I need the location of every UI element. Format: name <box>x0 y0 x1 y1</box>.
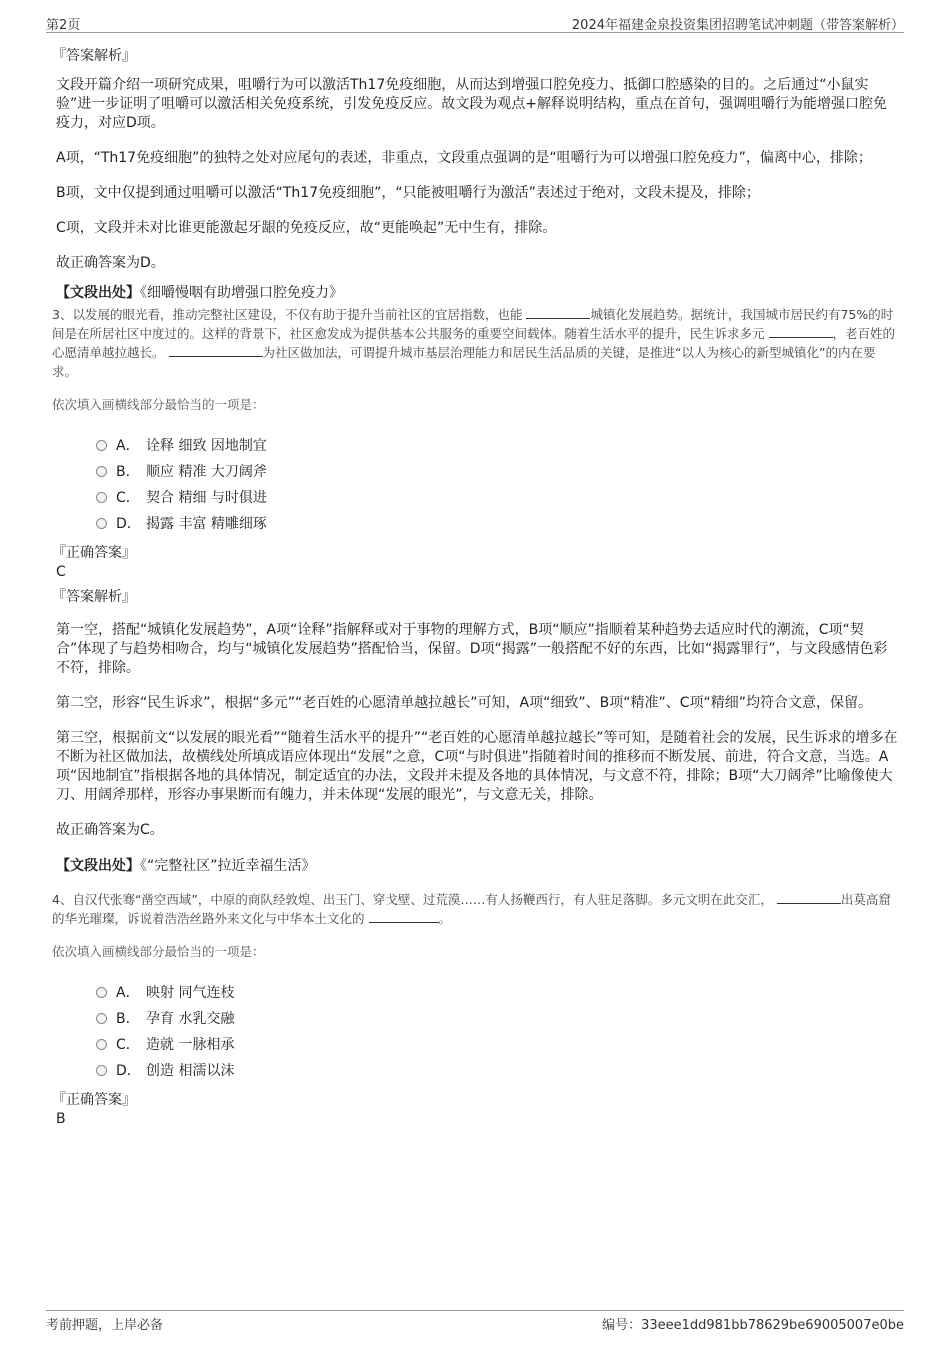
q4-prompt: 依次填入画横线部分最恰当的一项是： <box>52 944 265 959</box>
option-letter: B． <box>116 464 140 480</box>
option-letter: D． <box>116 1063 141 1079</box>
q3-stem-part-4: 为社区做加法，可谓提升城市基层治理能力和居民生活品质的关键，是推进“以人为核心的新型城镇化”的内在要求。 <box>52 345 876 379</box>
radio-button[interactable] <box>96 492 107 503</box>
option-letter: C． <box>116 1037 140 1053</box>
option-text: 顺应 精准 大刀阔斧 <box>146 464 267 480</box>
q4-stem <box>52 890 898 928</box>
radio-button[interactable] <box>96 466 107 477</box>
q3-stem <box>52 305 898 381</box>
q3-option-d[interactable] <box>96 511 898 537</box>
option-text: 孕育 水乳交融 <box>146 1011 235 1027</box>
q3-blank-3 <box>169 344 263 357</box>
page-footer <box>46 1310 904 1334</box>
q3-analysis-para-1: 第一空，搭配“城镇化发展趋势”，A项“诠释”指解释或对于事物的理解方式，B项“顺应”指顺着某种趋势去适应时代的潮流，C项“契合”体现了与趋势相吻合，均与“城镇化发展趋势”搭配恰当，保留。D项“揭露”一般搭配不好的东西，比如“揭露罪行”，与文段感情色彩不符，排除。 <box>56 622 888 676</box>
q3-source <box>56 856 898 876</box>
q4-option-a[interactable] <box>96 980 898 1006</box>
q3-blank-2 <box>769 325 833 338</box>
q4-answer: B <box>56 1111 66 1127</box>
radio-button[interactable] <box>96 518 107 529</box>
q3-answer: C <box>56 564 66 580</box>
q2-source-label: 【文段出处】 <box>56 285 140 301</box>
page-header <box>46 14 904 33</box>
q3-source-label: 【文段出处】 <box>56 858 140 874</box>
q3-prompt: 依次填入画横线部分最恰当的一项是： <box>52 397 265 412</box>
q3-option-b[interactable] <box>96 459 898 485</box>
q4-stem-part-3: 。 <box>438 911 452 926</box>
q3-stem-part-2: 城镇化发展趋势。据统计，我国城市居民约有75%的时间是在所居社区中度过的。这样的背景下，社区愈发成为提供基本公共服务的重要空间载体。随着生活水平的提升，民生诉求多元 <box>52 307 894 341</box>
q3-options <box>96 433 898 537</box>
option-letter: A． <box>116 438 140 454</box>
q4-option-c[interactable] <box>96 1032 898 1058</box>
q2-analysis-label: 『答案解析』 <box>52 48 136 64</box>
q3-blank-1 <box>526 306 590 319</box>
radio-button[interactable] <box>96 1013 107 1024</box>
option-letter: C． <box>116 490 140 506</box>
q3-option-c[interactable] <box>96 485 898 511</box>
page-content <box>52 46 898 1128</box>
q3-source-title: 《“完整社区”拉近幸福生活》 <box>140 858 316 874</box>
option-text: 造就 一脉相承 <box>146 1037 235 1053</box>
q3-analysis-label: 『答案解析』 <box>52 589 136 605</box>
option-letter: B． <box>116 1011 140 1027</box>
footer-slogan: 考前押题，上岸必备 <box>46 1318 164 1333</box>
document-id: 编号：33eee1dd981bb78629be69005007e0be <box>602 1318 904 1333</box>
q4-answer-label: 『正确答案』 <box>52 1092 136 1108</box>
q4-stem-part-2: 出莫高窟的华光璀璨，诉说着浩浩丝路外来文化与中华本土文化的 <box>52 892 891 926</box>
q3-stem-part-3: ，老百姓的心愿清单越拉越长。 <box>52 326 896 360</box>
q2-analysis-para-2: A项，“Th17免疫细胞”的独特之处对应尾句的表述，非重点，文段重点强调的是“咀嚼行为可以增强口腔免疫力”，偏离中心，排除； <box>56 150 872 166</box>
document-title: 2024年福建金泉投资集团招聘笔试冲刺题（带答案解析） <box>571 18 904 33</box>
option-text: 映射 同气连枝 <box>146 985 235 1001</box>
q3-option-a[interactable] <box>96 433 898 459</box>
radio-button[interactable] <box>96 987 107 998</box>
page-number: 第2页 <box>46 18 81 33</box>
q2-source <box>56 283 898 303</box>
q4-blank-2 <box>369 910 439 923</box>
option-text: 诠释 细致 因地制宜 <box>146 438 267 454</box>
radio-button[interactable] <box>96 1039 107 1050</box>
q2-analysis-para-4: C项，文段并未对比谁更能激起牙龈的免疫反应，故“更能唤起”无中生有，排除。 <box>56 220 557 236</box>
option-letter: D． <box>116 516 141 532</box>
q2-analysis-para-1: 文段开篇介绍一项研究成果，咀嚼行为可以激活Th17免疫细胞，从而达到增强口腔免疫力、抵御口腔感染的目的。之后通过“小鼠实验”进一步证明了咀嚼可以激活相关免疫系统，引发免疫反应。故文段为观点+解释说明结构，重点在首句，强调咀嚼行为能增强口腔免疫力，对应D项。 <box>56 77 887 131</box>
q2-conclusion: 故正确答案为D。 <box>56 255 165 271</box>
q3-analysis-para-3: 第三空，根据前文“以发展的眼光看”“随着生活水平的提升”“老百姓的心愿清单越拉越长”等可知，是随着社会的发展，民生诉求的增多在不断为社区做加法，故横线处所填成语应体现出“发展”之意，C项“与时俱进”指随着时间的推移而不断发展、前进，符合文意，当选。A项“因地制宜”指根据各地的具体情况，制定适宜的办法，文段并未提及各地的具体情况，与文意不符，排除；B项“大刀阔斧”比喻像使大刀、用阔斧那样，形容办事果断而有魄力，并未体现“发展的眼光”，与文意无关，排除。 <box>56 730 898 803</box>
option-text: 揭露 丰富 精雕细琢 <box>146 516 267 532</box>
q4-stem-part-1: 4、自汉代张骞“凿空西域”，中原的商队经敦煌、出玉门、穿戈壁、过荒漠……有人扬鞭西行，有人驻足落脚。多元文明在此交汇， <box>52 892 773 907</box>
q3-analysis-para-2: 第二空，形容“民生诉求”，根据“多元”“老百姓的心愿清单越拉越长”可知，A项“细致”、B项“精准”、C项“精细”均符合文意，保留。 <box>56 695 872 711</box>
q2-source-title: 《细嚼慢咽有助增强口腔免疫力》 <box>140 285 343 301</box>
option-text: 创造 相濡以沫 <box>146 1063 235 1079</box>
q4-blank-1 <box>777 891 841 904</box>
q3-answer-label: 『正确答案』 <box>52 545 136 561</box>
radio-button[interactable] <box>96 440 107 451</box>
option-text: 契合 精细 与时俱进 <box>146 490 267 506</box>
q3-conclusion: 故正确答案为C。 <box>56 822 164 838</box>
q4-options <box>96 980 898 1084</box>
q3-stem-part-1: 3、以发展的眼光看，推动完整社区建设，不仅有助于提升当前社区的宜居指数，也能 <box>52 307 523 322</box>
radio-button[interactable] <box>96 1065 107 1076</box>
q2-analysis-para-3: B项，文中仅提到通过咀嚼可以激活“Th17免疫细胞”，“只能被咀嚼行为激活”表述过于绝对，文段未提及，排除； <box>56 185 760 201</box>
q4-option-d[interactable] <box>96 1058 898 1084</box>
q4-option-b[interactable] <box>96 1006 898 1032</box>
option-letter: A． <box>116 985 140 1001</box>
